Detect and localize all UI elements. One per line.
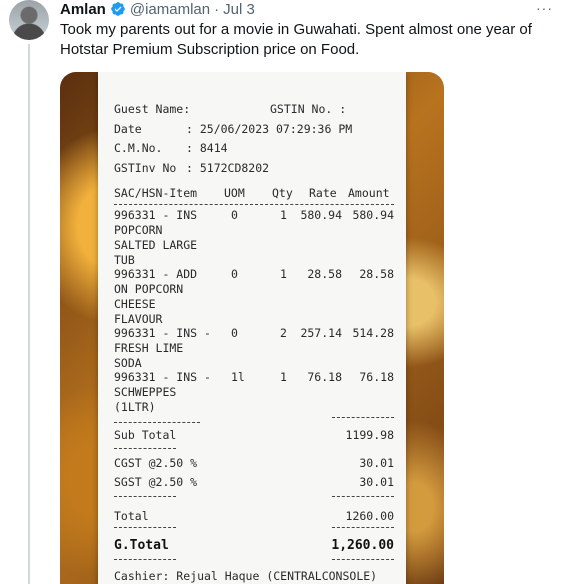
- item-amount: 76.18: [359, 370, 394, 384]
- cgst-value: 30.01: [359, 456, 394, 470]
- cm-value: : 8414: [186, 141, 228, 155]
- tweet-media-image[interactable]: [60, 72, 444, 584]
- divider: [114, 448, 176, 449]
- tweet-header: [60, 0, 255, 19]
- cashier-line: Cashier: Rejual Haque (CENTRALCONSOLE): [114, 569, 378, 583]
- cm-label: C.M.No.: [114, 141, 163, 155]
- col-rate: Rate: [309, 186, 337, 200]
- item-line: 996331 - INS -: [114, 326, 211, 340]
- item-line: SCHWEPPES: [114, 385, 177, 399]
- item-amount: 514.28: [352, 326, 394, 340]
- divider: [114, 559, 176, 560]
- total-value: 1260.00: [345, 509, 394, 523]
- sgst-label: SGST @2.50 %: [114, 475, 198, 489]
- gstin-label: GSTIN No. :: [270, 102, 347, 116]
- item-line: 996331 - INS: [114, 208, 198, 222]
- divider: [332, 559, 394, 560]
- item-line: (1LTR): [114, 400, 156, 414]
- item-line: SODA: [114, 356, 142, 370]
- total-label: Total: [114, 509, 149, 523]
- date-label: Date: [114, 122, 142, 136]
- item-rate: 28.58: [307, 267, 342, 281]
- subtotal-label: Sub Total: [114, 428, 177, 442]
- item-qty: 2: [280, 326, 287, 340]
- avatar[interactable]: [9, 0, 49, 40]
- item-line: FLAVOUR: [114, 312, 163, 326]
- item-rate: 76.18: [307, 370, 342, 384]
- author-name[interactable]: Amlan: [60, 0, 106, 18]
- sgst-value: 30.01: [359, 475, 394, 489]
- subtotal-value: 1199.98: [345, 428, 394, 442]
- col-item: SAC/HSN-Item: [114, 186, 198, 200]
- col-qty: Qty: [272, 186, 293, 200]
- item-uom: 0: [231, 326, 238, 340]
- grand-total-label: G.Total: [114, 538, 169, 553]
- gstinv-value: : 5172CD8202: [186, 161, 270, 175]
- item-line: POPCORN: [114, 223, 163, 237]
- item-line: FRESH LIME: [114, 341, 184, 355]
- gstinv-label: GSTInv No: [114, 161, 177, 175]
- cgst-label: CGST @2.50 %: [114, 456, 198, 470]
- separator-dot: ·: [214, 0, 220, 18]
- item-line: CHEESE: [114, 297, 156, 311]
- divider: [114, 204, 394, 205]
- divider: [332, 417, 394, 418]
- item-line: 996331 - INS -: [114, 370, 211, 384]
- receipt: [98, 72, 406, 584]
- item-amount: 28.58: [359, 267, 394, 281]
- author-handle[interactable]: @iamamlan: [129, 0, 211, 18]
- date-value: : 25/06/2023 07:29:36 PM: [186, 122, 353, 136]
- grand-total-value: 1,260.00: [331, 538, 394, 553]
- thread-line: [28, 44, 30, 584]
- col-amount: Amount: [348, 186, 390, 200]
- divider: [114, 527, 176, 528]
- more-options-icon[interactable]: ···: [536, 0, 553, 16]
- divider: [332, 496, 394, 497]
- item-uom: 0: [231, 208, 238, 222]
- guest-name-label: Guest Name:: [114, 102, 191, 116]
- item-line: ON POPCORN: [114, 282, 184, 296]
- item-rate: 580.94: [300, 208, 342, 222]
- tweet-text: Took my parents out for a movie in Guwahati. Spent almost one year of Hotstar Premium Subscription price on Food.: [60, 21, 532, 58]
- item-line: 996331 - ADD: [114, 267, 198, 281]
- divider: [332, 527, 394, 528]
- item-line: SALTED LARGE: [114, 238, 198, 252]
- item-line: TUB: [114, 253, 135, 267]
- divider: [114, 496, 176, 497]
- item-uom: 1l: [231, 370, 245, 384]
- divider: [114, 422, 200, 423]
- item-uom: 0: [231, 267, 238, 281]
- item-amount: 580.94: [352, 208, 394, 222]
- tweet-timestamp[interactable]: Jul 3: [223, 0, 255, 18]
- item-qty: 1: [280, 267, 287, 281]
- item-qty: 1: [280, 208, 287, 222]
- col-uom: UOM: [224, 186, 245, 200]
- item-rate: 257.14: [300, 326, 342, 340]
- item-qty: 1: [280, 370, 287, 384]
- verified-badge-icon: [110, 1, 126, 17]
